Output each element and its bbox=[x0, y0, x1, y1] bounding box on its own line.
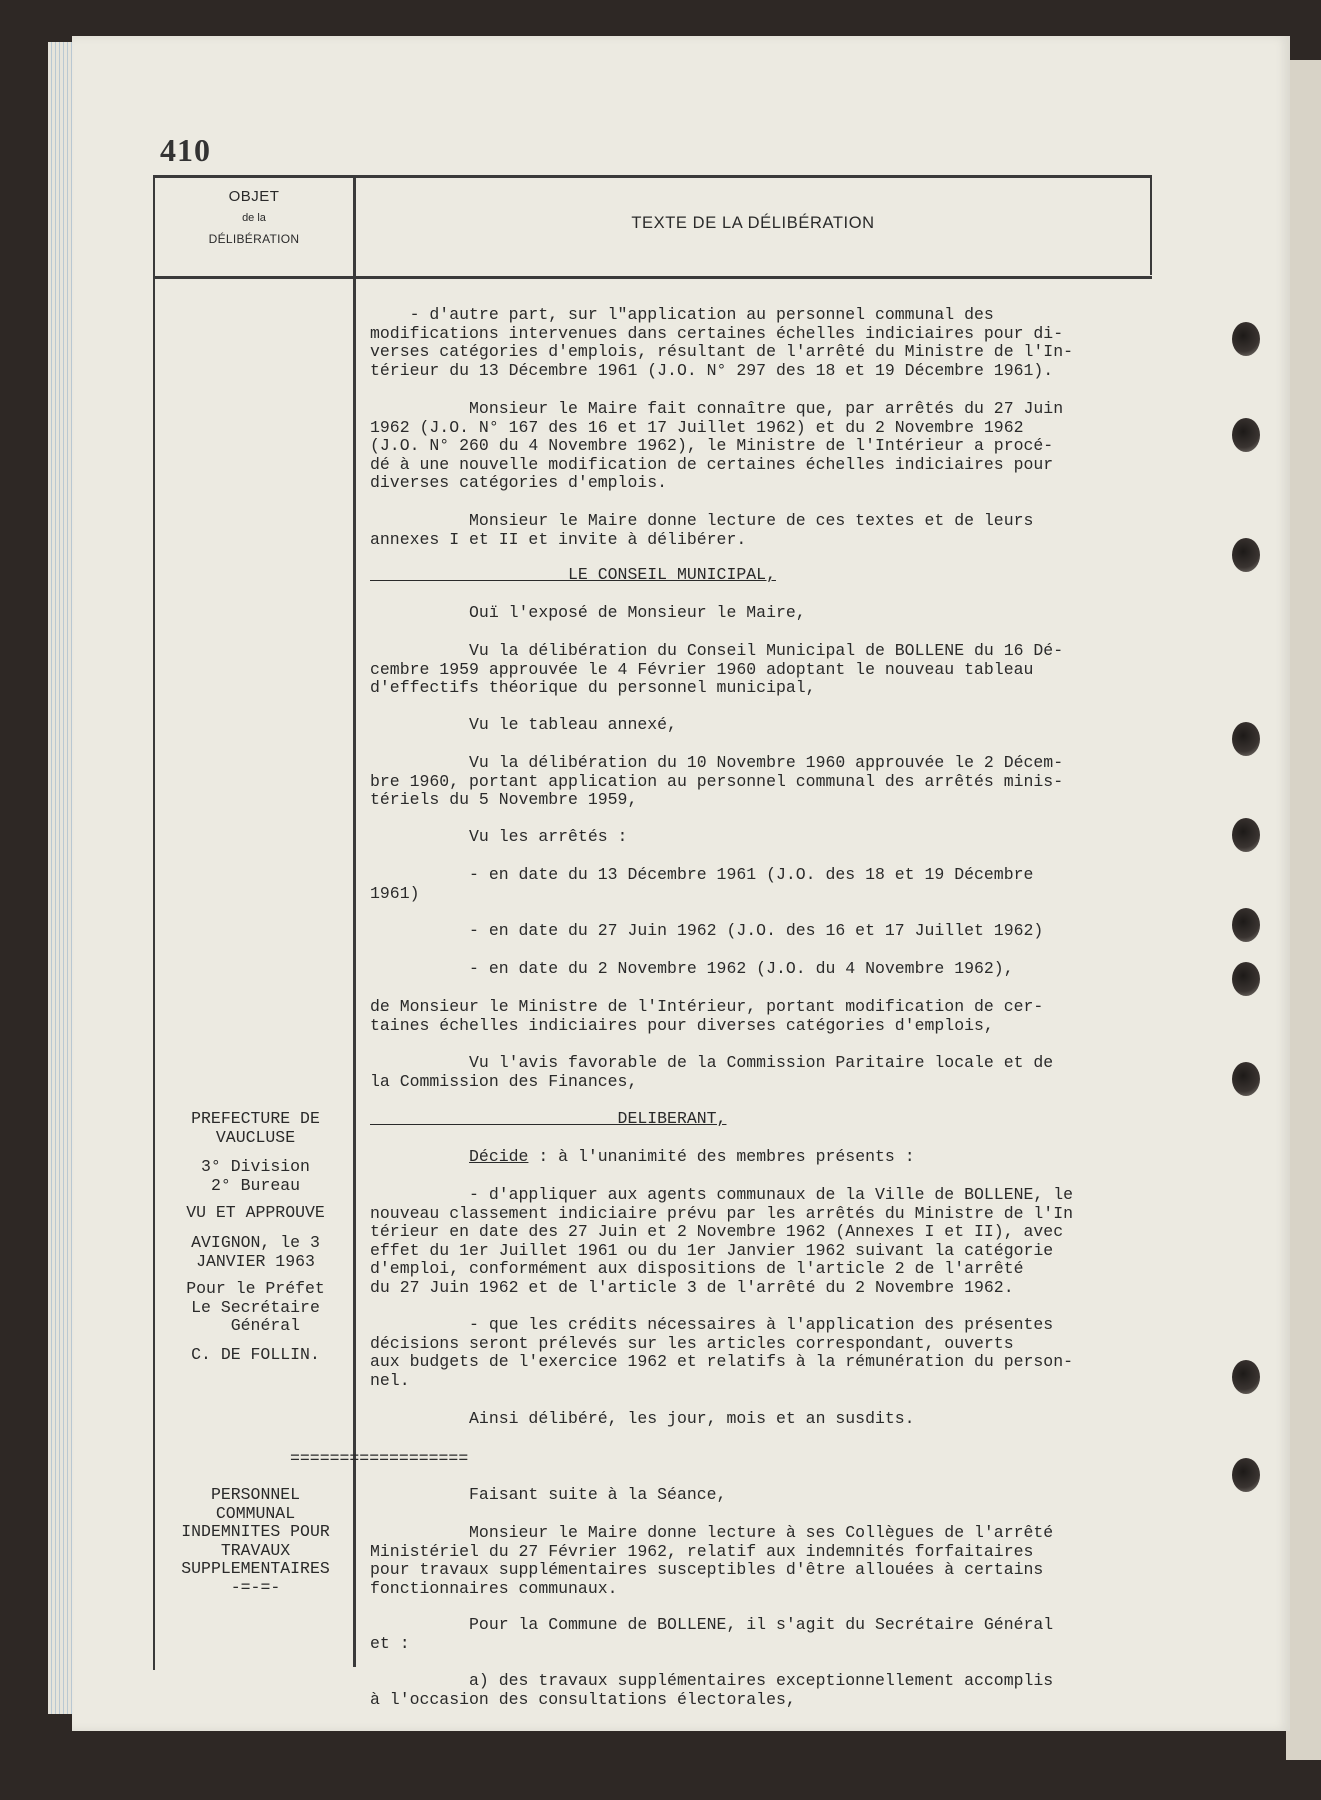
binder-hole bbox=[1232, 818, 1260, 852]
paragraph-p17: - d'appliquer aux agents communaux de la Ville de BOLLENE, le nouveau classement indiciaire prévu par les arrêtés du Ministre de l'In térieur en date des 27 Juin et 2 Novembre 1962 (Annexes I et II), avec effet du 1er Juillet 1961 ou du 1er Janvier 1962 suivant la catégorie d'emploi, conformément aux dispositions de l'article 2 de l'arrêté du 27 Juin 1962 et de l'article 3 de l'arrêté du 2 Novembre 1962. bbox=[370, 1185, 1074, 1297]
side-note-s6: C. DE FOLLIN. bbox=[191, 1345, 320, 1364]
binder-hole bbox=[1232, 908, 1260, 942]
paragraph-p6: Vu la délibération du Conseil Municipal de BOLLENE du 16 Dé- cembre 1959 approuvée le 4 Février 1960 adoptant le nouveau tableau d'effectifs théorique du personnel municipal, bbox=[370, 641, 1064, 698]
paragraph-p22: Pour la Commune de BOLLENE, il s'agit du Secrétaire Général et : bbox=[370, 1615, 1054, 1653]
paragraph-p23: a) des travaux supplémentaires exceptionnellement accomplis à l'occasion des consultations électorales, bbox=[370, 1671, 1054, 1709]
paragraph-p9: Vu les arrêtés : bbox=[370, 827, 628, 846]
binder-hole bbox=[1232, 418, 1260, 452]
binder-hole bbox=[1232, 1458, 1260, 1492]
side-note-s2: 3° Division 2° Bureau bbox=[201, 1157, 310, 1195]
header-deliberation-label: DÉLIBÉRATION bbox=[208, 232, 300, 246]
binder-hole bbox=[1232, 1062, 1260, 1096]
paragraph-p14: Vu l'avis favorable de la Commission Paritaire locale et de la Commission des Finances, bbox=[370, 1053, 1054, 1091]
object-column-header bbox=[156, 186, 352, 250]
paragraph-p18: - que les crédits nécessaires à l'application des présentes décisions seront prélevés sur les articles correspondant, ouverts aux budgets de l'exercice 1962 et relatifs à la rémunération du person- nel. bbox=[370, 1315, 1074, 1390]
side-note-s3: VU ET APPROUVE bbox=[186, 1203, 325, 1222]
table-header-rule bbox=[153, 276, 1152, 279]
paragraph-p11: - en date du 27 Juin 1962 (J.O. des 16 et 17 Juillet 1962) bbox=[370, 921, 1044, 940]
paragraph-p8: Vu la délibération du 10 Novembre 1960 approuvée le 2 Décem- bre 1960, portant application au personnel communal des arrêtés minis- tériels du 5 Novembre 1959, bbox=[370, 753, 1064, 810]
binder-hole bbox=[1232, 538, 1260, 572]
paragraph-p5: Ouï l'exposé de Monsieur le Maire, bbox=[370, 603, 806, 622]
decide-keyword: Décide bbox=[469, 1147, 529, 1166]
binder-hole bbox=[1232, 1360, 1260, 1394]
header-de-la-label: de la bbox=[242, 212, 266, 224]
paragraph-p21: Monsieur le Maire donne lecture à ses Collègues de l'arrêté Ministériel du 27 Février 1962, relatif aux indemnités forfaitaires pour travaux supplémentaires susceptibles d'être allouées à certains fonctionnaires communaux. bbox=[370, 1523, 1054, 1598]
header-object-label: OBJET bbox=[228, 188, 280, 205]
paragraph-p20: Faisant suite à la Séance, bbox=[370, 1485, 727, 1504]
side-note-s7: ================== bbox=[290, 1449, 469, 1468]
side-note-s1: PREFECTURE DE VAUCLUSE bbox=[191, 1109, 320, 1147]
paragraph-p19: Ainsi délibéré, les jour, mois et an susdits. bbox=[370, 1409, 915, 1428]
text-column-header: TEXTE DE LA DÉLIBÉRATION bbox=[631, 214, 875, 232]
paragraph-p13: de Monsieur le Ministre de l'Intérieur, portant modification de cer- taines échelles indiciaires pour diverses catégories d'emplois, bbox=[370, 997, 1044, 1035]
side-note-s4: AVIGNON, le 3 JANVIER 1963 bbox=[191, 1233, 320, 1271]
paragraph-p12: - en date du 2 Novembre 1962 (J.O. du 4 Novembre 1962), bbox=[370, 959, 1014, 978]
side-note-s5: Pour le Préfet Le Secrétaire Général bbox=[186, 1279, 325, 1336]
adjacent-page-edge bbox=[1286, 60, 1321, 1760]
paragraph-p10: - en date du 13 Décembre 1961 (J.O. des 18 et 19 Décembre 1961) bbox=[370, 865, 1034, 903]
paragraph-p15: DELIBERANT, bbox=[370, 1109, 727, 1128]
page-number: 410 bbox=[160, 132, 211, 168]
paragraph-p3: Monsieur le Maire donne lecture de ces textes et de leurs annexes I et II et invite à délibérer. bbox=[370, 511, 1034, 549]
paragraph-p1: - d'autre part, sur l"application au personnel communal des modifications intervenues dans certaines échelles indiciaires pour di- verses catégories d'emplois, résultant de l'arrêté du Ministre de l'In- térieur du 13 Décembre 1961 (J.O. N° 297 des 18 et 19 Décembre 1961). bbox=[370, 305, 1074, 380]
paragraph-p4: LE CONSEIL MUNICIPAL, bbox=[370, 565, 776, 584]
paragraph-p16: Décide : à l'unanimité des membres présents : bbox=[469, 1147, 915, 1166]
table-right-border bbox=[1150, 175, 1152, 275]
paragraph-p7: Vu le tableau annexé, bbox=[370, 715, 677, 734]
binder-hole bbox=[1232, 722, 1260, 756]
binder-hole bbox=[1232, 962, 1260, 996]
column-divider bbox=[353, 175, 356, 1667]
paragraph-p2: Monsieur le Maire fait connaître que, par arrêtés du 27 Juin 1962 (J.O. N° 167 des 16 et 17 Juillet 1962) et du 2 Novembre 1962 (J.O. N° 260 du 4 Novembre 1962), le Ministre de l'Intérieur a procé- dé à une nouvelle modification de certaines échelles indiciaires pour diverses catégories d'emplois. bbox=[370, 399, 1064, 493]
side-note-s8: PERSONNEL COMMUNAL INDEMNITES POUR TRAVAUX SUPPLEMENTAIRES -=-=- bbox=[181, 1485, 330, 1597]
binder-hole bbox=[1232, 322, 1260, 356]
